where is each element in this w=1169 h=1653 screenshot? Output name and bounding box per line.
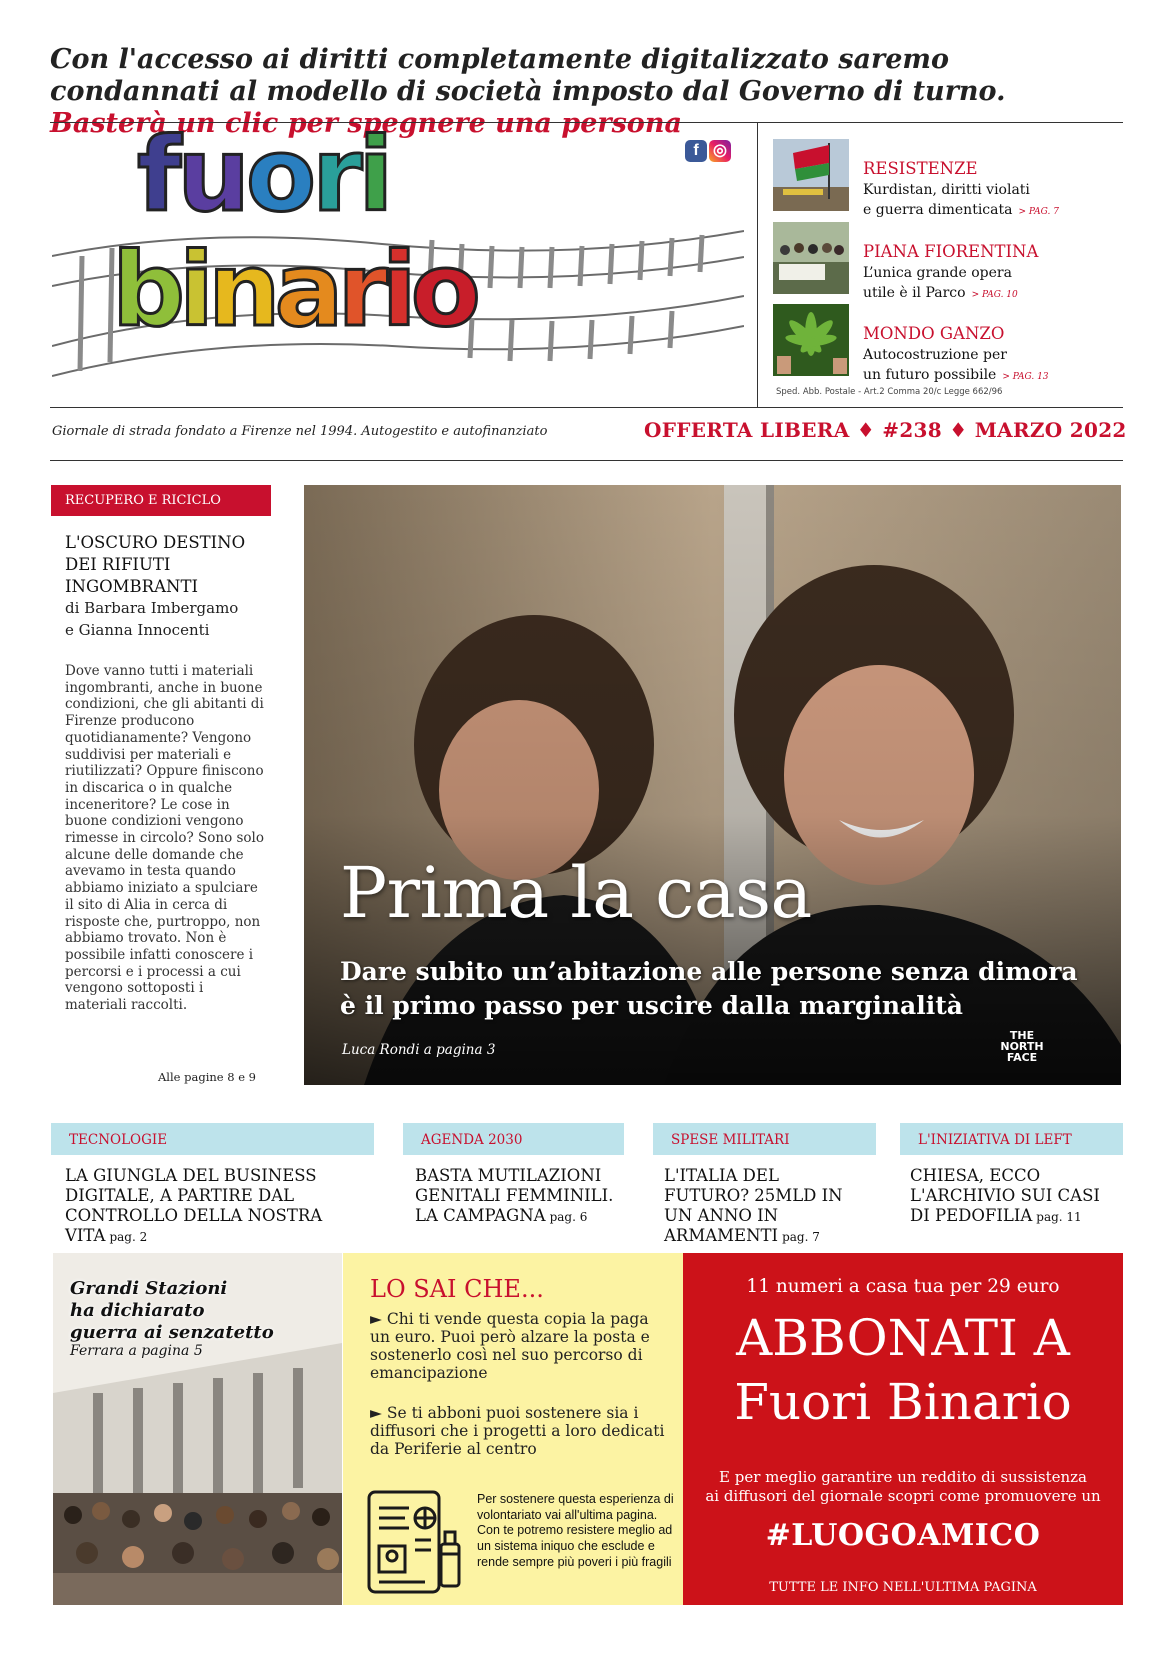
subscribe-offer: 11 numeri a casa tua per 29 euro [746, 1276, 1060, 1297]
subscribe-text-line: E per meglio garantire un reddito di sussistenza [719, 1468, 1087, 1486]
station-credit[interactable]: Ferrara a pagina 5 [70, 1343, 203, 1359]
caption-line: guerra ai senzatetto [70, 1322, 274, 1343]
teaser-page[interactable]: > PAG. 13 [1002, 372, 1049, 382]
section-page: pag. 11 [1036, 1210, 1082, 1224]
teaser-line: e guerra dimenticata [863, 202, 1013, 218]
hero-credit[interactable]: Luca Rondi a pagina 3 [342, 1042, 496, 1058]
article-byline [65, 597, 285, 641]
tagline: Giornale di strada fondato a Firenze nel 1994. Autogestito e autofinanziato [52, 424, 548, 439]
byline-line: e Gianna Innocenti [65, 621, 210, 639]
section-category[interactable]: AGENDA 2030 [403, 1123, 624, 1155]
teaser-piana-fiorentina[interactable] [773, 222, 1123, 301]
headline-main: Con l'accesso ai diritti completamente digitalizzato saremo condannati al modello di società imposto dal Governo di turno. [50, 44, 1006, 107]
section-title[interactable] [664, 1166, 864, 1247]
subscribe-text [683, 1468, 1123, 1506]
teaser-photo-crowd [773, 222, 849, 294]
subscribe-title-line: Fuori Binario [734, 1373, 1072, 1431]
info-box-paragraph: ► Chi ti vende questa copia la paga un euro. Puoi però alzare la posta e sostenerlo così nel suo percorso di emancipazione [370, 1310, 650, 1382]
section-category[interactable]: L'INIZIATIVA DI LEFT [900, 1123, 1123, 1155]
teaser-category: MONDO GANZO [863, 324, 1005, 343]
section-title[interactable] [415, 1166, 620, 1227]
section-title[interactable] [65, 1166, 385, 1247]
teaser-mondo-ganzo[interactable] [773, 304, 1123, 383]
teaser-line: Kurdistan, diritti violati [863, 182, 1030, 198]
subscribe-title-line: ABBONATI A [736, 1309, 1070, 1367]
instagram-icon[interactable]: ◎ [709, 140, 731, 162]
teaser-line: Autocostruzione per [863, 347, 1007, 363]
caption-line: Grandi Stazioni [70, 1278, 228, 1299]
subscribe-title[interactable] [683, 1306, 1123, 1434]
teaser-text [863, 180, 1059, 222]
info-box-paragraph: ► Se ti abboni puoi sostenere sia i diffusori che i progetti a loro dedicati da Periferie al centro [370, 1404, 665, 1458]
article-page-ref[interactable]: Alle pagine 8 e 9 [158, 1070, 256, 1084]
edition-info: OFFERTA LIBERA ♦ #238 ♦ MARZO 2022 [644, 418, 1127, 442]
info-box-small-text: Per sostenere questa esperienza di volontariato vai all'ultima pagina. Con te potremo resistere meglio ad un sistema iniquo che esclude e rende sempre più poveri i più fragili [477, 1492, 674, 1569]
facebook-icon[interactable]: f [685, 140, 707, 162]
station-caption[interactable] [70, 1278, 274, 1344]
section-title-text: BASTA MUTILAZIONI GENITALI FEMMINILI. LA CAMPAGNA [415, 1166, 614, 1225]
byline-line: di Barbara Imbergamo [65, 599, 239, 617]
subscribe-text-line: ai diffusori del giornale scopri come promuovere un [705, 1487, 1101, 1505]
section-title[interactable] [910, 1166, 1110, 1227]
teaser-category: RESISTENZE [863, 159, 978, 178]
logo-word-binario: binario [112, 231, 475, 350]
teaser-text [863, 345, 1049, 387]
social-links [685, 140, 733, 162]
section-category[interactable]: TECNOLOGIE [51, 1123, 374, 1155]
section-title-text: LA GIUNGLA DEL BUSINESS DIGITALE, A PARTIRE DAL CONTROLLO DELLA NOSTRA VITA [65, 1166, 323, 1245]
section-page: pag. 2 [109, 1230, 148, 1244]
teaser-page[interactable]: > PAG. 7 [1018, 207, 1059, 217]
hero-title[interactable]: Prima la casa [340, 852, 812, 934]
teaser-line: L’unica grande opera [863, 265, 1012, 281]
headline-accent: Basterà un clic per spegnere una persona [50, 108, 682, 139]
section-title-text: L'ITALIA DEL FUTURO? 25MLD IN UN ANNO IN ARMAMENTI [664, 1166, 843, 1245]
divider [757, 122, 758, 408]
section-page: pag. 7 [782, 1230, 820, 1244]
teaser-page[interactable]: > PAG. 10 [971, 290, 1018, 300]
teaser-resistenze[interactable] [773, 139, 1123, 218]
category-label[interactable]: RECUPERO E RICICLO [51, 485, 271, 516]
teaser-photo-plant [773, 304, 849, 376]
jacket-brand-logo: THE NORTH FACE [1000, 1029, 1044, 1064]
hero-subtitle-line: è il primo passo per uscire dalla marginalità [340, 991, 963, 1020]
caption-line: ha dichiarato [70, 1300, 205, 1321]
teaser-text [863, 263, 1018, 305]
teaser-line: utile è il Parco [863, 285, 966, 301]
section-title-text: CHIESA, ECCO L'ARCHIVIO SUI CASI DI PEDOFILIA [910, 1166, 1100, 1225]
info-box-title: LO SAI CHE... [370, 1275, 544, 1303]
newspaper-icon [365, 1488, 465, 1596]
divider [50, 460, 1123, 461]
teaser-photo-flag [773, 139, 849, 211]
hero-subtitle [340, 955, 1110, 1023]
section-page: pag. 6 [549, 1210, 588, 1224]
subscribe-hashtag[interactable]: #LUOGOAMICO [765, 1518, 1041, 1553]
divider [50, 407, 1123, 408]
hero-subtitle-line: Dare subito un’abitazione alle persone senza dimora [340, 957, 1078, 986]
article-title[interactable]: L'OSCURO DESTINO DEI RIFIUTI INGOMBRANTI [65, 533, 246, 596]
teaser-line: un futuro possibile [863, 367, 997, 383]
article-body: Dove vanno tutti i materiali ingombranti, anche in buone condizioni, che gli abitanti di Firenze producono quotidianamente? Vengono suddivisi per materiali e riutilizzati? Oppure finiscono in discarica o in qualche inceneritore? Le cose in buone condizioni vengono rimesse in circolo? Sono solo alcune delle domande che avevamo in testa quando abbiamo iniziato a spulciare il sito di Alia in cerca di risposte che, purtroppo, non abbiamo trovato. Non è possibile infatti conoscere i percorsi e i processi a cui vengono sottoposti i materiali raccolti. [65, 663, 264, 1014]
logo-word-fuori: fuori [137, 116, 390, 235]
section-category[interactable]: SPESE MILITARI [653, 1123, 876, 1155]
subscribe-footer: TUTTE LE INFO NELL'ULTIMA PAGINA [769, 1580, 1037, 1595]
teaser-category: PIANA FIORENTINA [863, 242, 1039, 261]
postal-notice: Sped. Abb. Postale - Art.2 Comma 20/c Legge 662/96 [776, 387, 1003, 397]
